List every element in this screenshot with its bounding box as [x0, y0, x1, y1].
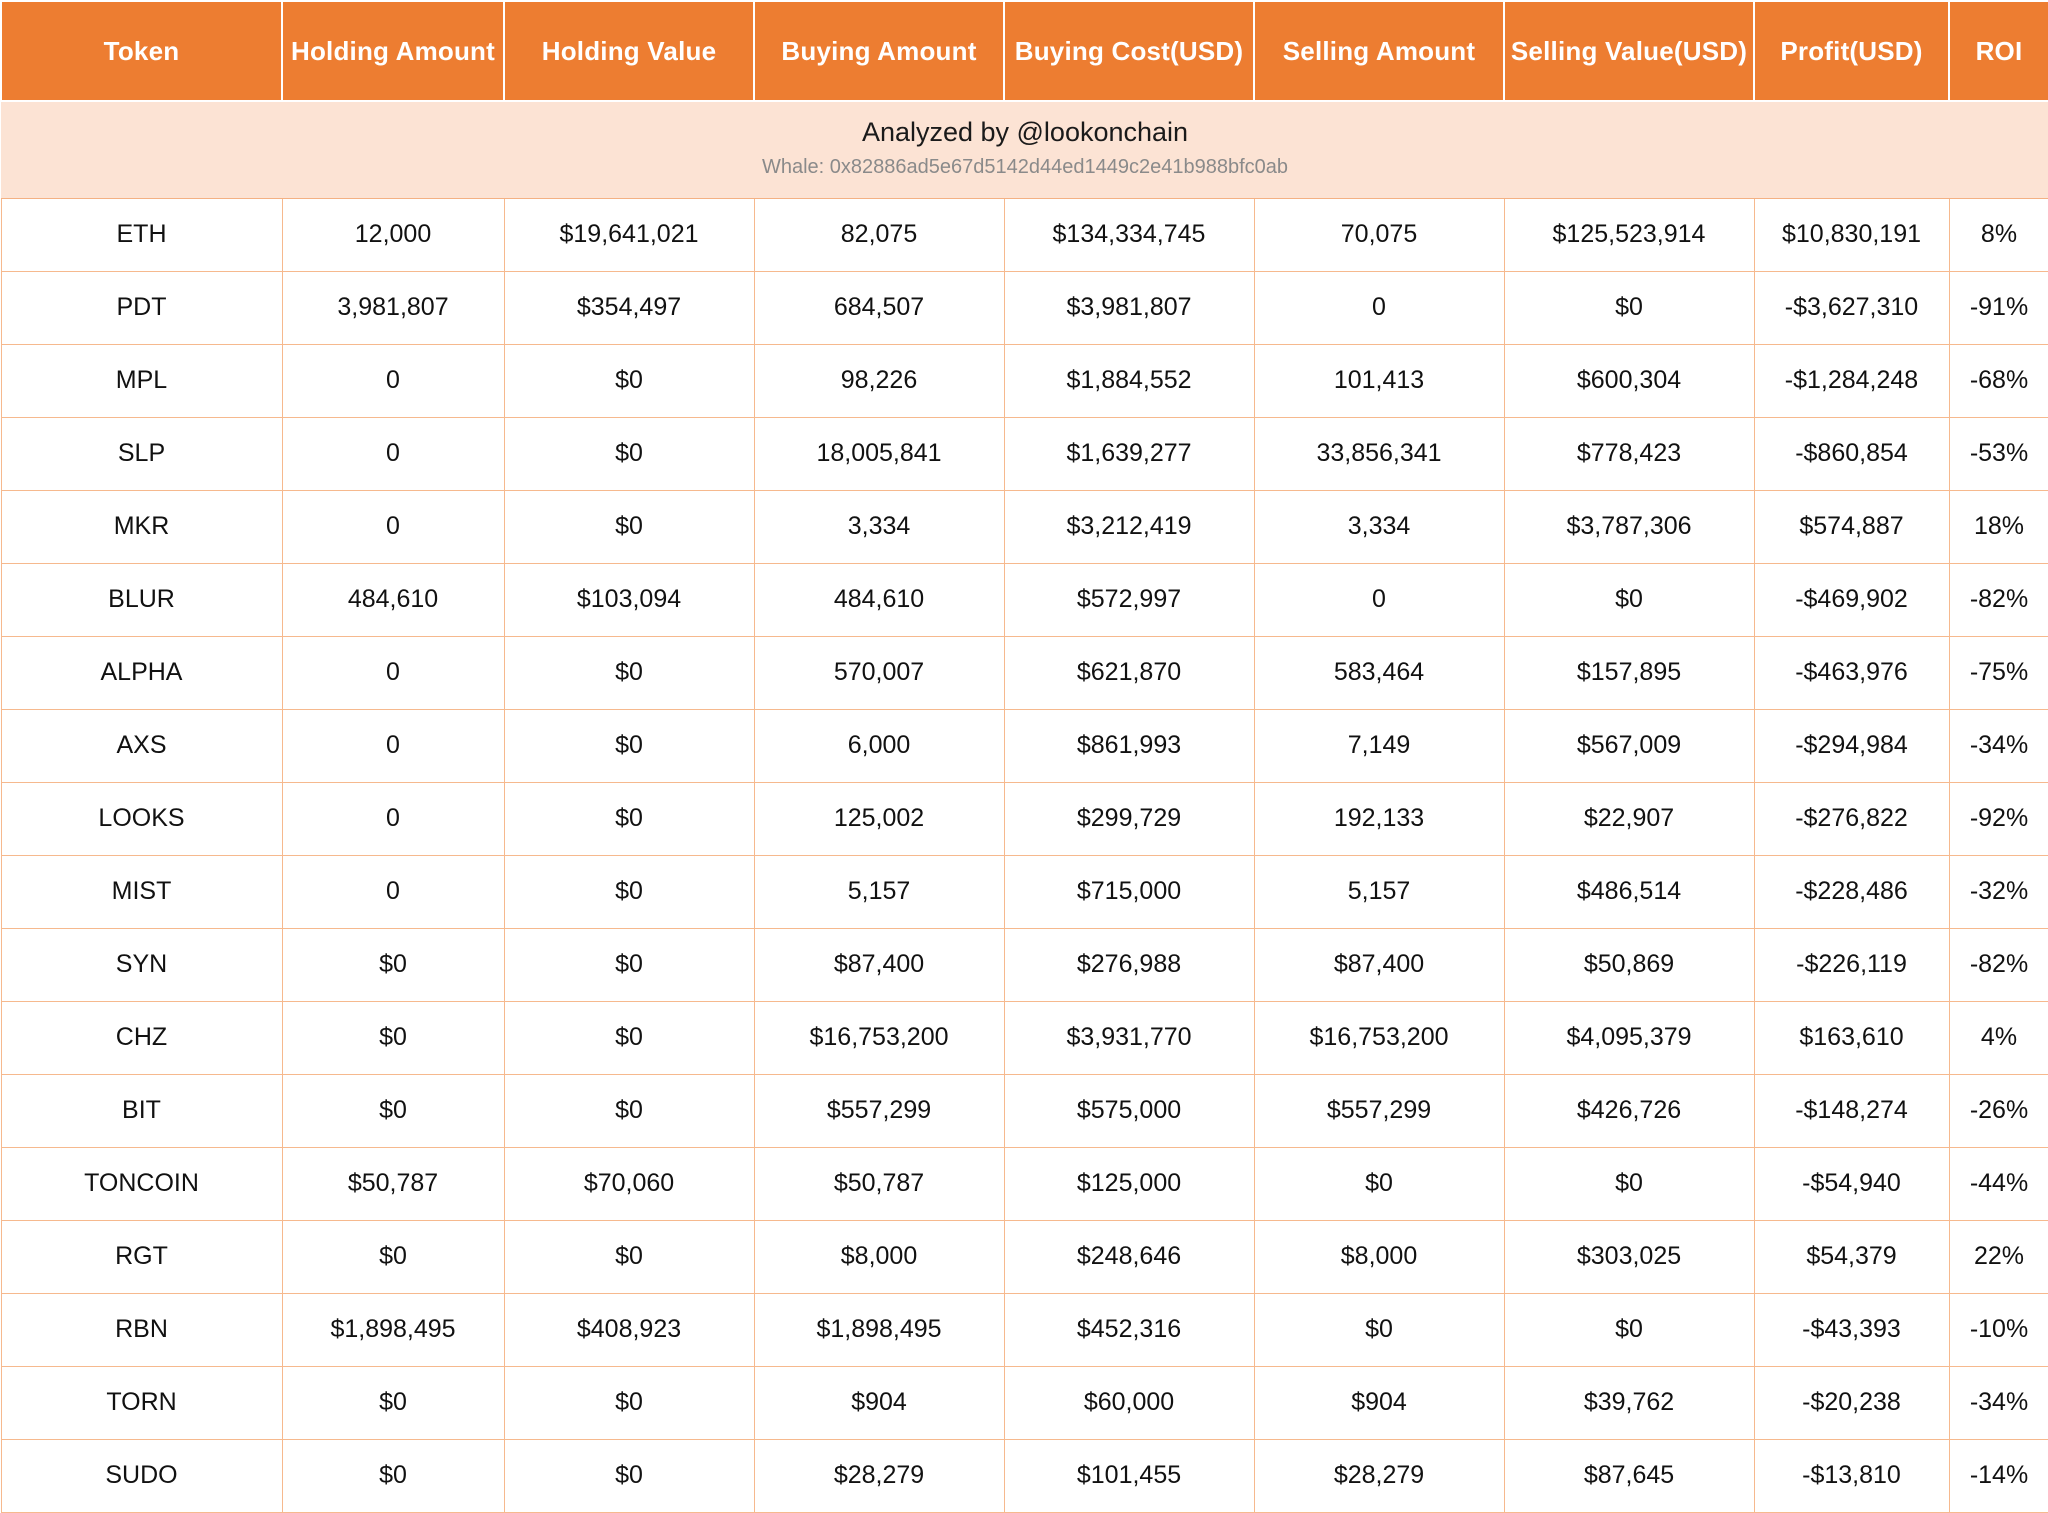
table-row	[1, 636, 2048, 709]
cell-buying-amount: 3,334	[754, 490, 1004, 563]
cell-buying-cost: $60,000	[1004, 1366, 1254, 1439]
cell-holding-value: $0	[504, 344, 754, 417]
table-header	[1, 1, 2048, 101]
cell-holding-value: $0	[504, 1001, 754, 1074]
column-header-selling-amount: Selling Amount	[1254, 1, 1504, 101]
cell-holding-value: $408,923	[504, 1293, 754, 1366]
cell-token: MPL	[1, 344, 282, 417]
table-row	[1, 344, 2048, 417]
table-row	[1, 1366, 2048, 1439]
cell-token: ETH	[1, 198, 282, 271]
cell-selling-value: $0	[1504, 563, 1754, 636]
cell-token: TONCOIN	[1, 1147, 282, 1220]
cell-selling-value: $0	[1504, 271, 1754, 344]
cell-selling-value: $22,907	[1504, 782, 1754, 855]
cell-holding-value: $0	[504, 1439, 754, 1512]
cell-holding-value: $0	[504, 490, 754, 563]
cell-selling-value: $486,514	[1504, 855, 1754, 928]
cell-selling-amount: 7,149	[1254, 709, 1504, 782]
header-row	[1, 1, 2048, 101]
cell-buying-amount: $557,299	[754, 1074, 1004, 1147]
cell-holding-amount: $0	[282, 1001, 504, 1074]
cell-profit: -$276,822	[1754, 782, 1949, 855]
cell-roi: 18%	[1949, 490, 2048, 563]
cell-token: SLP	[1, 417, 282, 490]
cell-selling-value: $3,787,306	[1504, 490, 1754, 563]
cell-holding-amount: 0	[282, 855, 504, 928]
cell-holding-value: $0	[504, 1074, 754, 1147]
cell-token: RBN	[1, 1293, 282, 1366]
cell-buying-cost: $575,000	[1004, 1074, 1254, 1147]
cell-buying-cost: $1,639,277	[1004, 417, 1254, 490]
cell-holding-amount: 0	[282, 417, 504, 490]
cell-roi: -10%	[1949, 1293, 2048, 1366]
cell-holding-value: $0	[504, 928, 754, 1001]
cell-holding-value: $0	[504, 855, 754, 928]
cell-token: MKR	[1, 490, 282, 563]
column-header-holding-value: Holding Value	[504, 1, 754, 101]
cell-roi: -34%	[1949, 1366, 2048, 1439]
column-header-roi: ROI	[1949, 1, 2048, 101]
cell-buying-amount: 570,007	[754, 636, 1004, 709]
cell-roi: -68%	[1949, 344, 2048, 417]
cell-buying-amount: 18,005,841	[754, 417, 1004, 490]
cell-buying-cost: $452,316	[1004, 1293, 1254, 1366]
table-row	[1, 1074, 2048, 1147]
cell-holding-amount: 0	[282, 636, 504, 709]
cell-profit: -$463,976	[1754, 636, 1949, 709]
cell-selling-value: $778,423	[1504, 417, 1754, 490]
cell-holding-amount: $0	[282, 1439, 504, 1512]
cell-buying-cost: $572,997	[1004, 563, 1254, 636]
cell-holding-value: $0	[504, 636, 754, 709]
cell-selling-amount: 5,157	[1254, 855, 1504, 928]
table-row	[1, 417, 2048, 490]
cell-profit: -$228,486	[1754, 855, 1949, 928]
table-row	[1, 1293, 2048, 1366]
cell-buying-amount: $904	[754, 1366, 1004, 1439]
table-row	[1, 709, 2048, 782]
table-row	[1, 1001, 2048, 1074]
column-header-buying-amount: Buying Amount	[754, 1, 1004, 101]
cell-holding-value: $0	[504, 417, 754, 490]
cell-profit: -$54,940	[1754, 1147, 1949, 1220]
cell-selling-value: $39,762	[1504, 1366, 1754, 1439]
cell-selling-value: $157,895	[1504, 636, 1754, 709]
cell-holding-amount: $0	[282, 1366, 504, 1439]
cell-holding-amount: $0	[282, 1220, 504, 1293]
cell-token: LOOKS	[1, 782, 282, 855]
cell-selling-value: $567,009	[1504, 709, 1754, 782]
cell-token: MIST	[1, 855, 282, 928]
cell-roi: -82%	[1949, 563, 2048, 636]
cell-buying-amount: 98,226	[754, 344, 1004, 417]
cell-holding-value: $0	[504, 1366, 754, 1439]
cell-buying-amount: 5,157	[754, 855, 1004, 928]
cell-token: SUDO	[1, 1439, 282, 1512]
cell-roi: -82%	[1949, 928, 2048, 1001]
cell-holding-amount: 0	[282, 344, 504, 417]
cell-selling-amount: 3,334	[1254, 490, 1504, 563]
cell-profit: -$13,810	[1754, 1439, 1949, 1512]
cell-holding-amount: $0	[282, 928, 504, 1001]
cell-holding-amount: $1,898,495	[282, 1293, 504, 1366]
cell-roi: -44%	[1949, 1147, 2048, 1220]
cell-holding-amount: 0	[282, 490, 504, 563]
cell-selling-amount: $16,753,200	[1254, 1001, 1504, 1074]
cell-holding-amount: 484,610	[282, 563, 504, 636]
cell-selling-amount: $87,400	[1254, 928, 1504, 1001]
cell-roi: -91%	[1949, 271, 2048, 344]
cell-holding-amount: 0	[282, 782, 504, 855]
cell-token: TORN	[1, 1366, 282, 1439]
cell-selling-value: $426,726	[1504, 1074, 1754, 1147]
cell-profit: -$1,284,248	[1754, 344, 1949, 417]
table-row	[1, 1147, 2048, 1220]
cell-roi: 22%	[1949, 1220, 2048, 1293]
attribution-banner	[1, 101, 2048, 198]
cell-token: BLUR	[1, 563, 282, 636]
cell-buying-amount: 684,507	[754, 271, 1004, 344]
attribution-row	[1, 101, 2048, 198]
table-row	[1, 563, 2048, 636]
cell-buying-cost: $134,334,745	[1004, 198, 1254, 271]
cell-holding-amount: 3,981,807	[282, 271, 504, 344]
cell-buying-amount: 484,610	[754, 563, 1004, 636]
cell-roi: -75%	[1949, 636, 2048, 709]
cell-buying-cost: $3,981,807	[1004, 271, 1254, 344]
cell-profit: -$148,274	[1754, 1074, 1949, 1147]
cell-profit: $54,379	[1754, 1220, 1949, 1293]
cell-selling-amount: $557,299	[1254, 1074, 1504, 1147]
cell-selling-value: $303,025	[1504, 1220, 1754, 1293]
cell-roi: -14%	[1949, 1439, 2048, 1512]
table-row	[1, 928, 2048, 1001]
cell-buying-amount: $8,000	[754, 1220, 1004, 1293]
cell-buying-amount: $1,898,495	[754, 1293, 1004, 1366]
cell-token: BIT	[1, 1074, 282, 1147]
cell-holding-amount: 0	[282, 709, 504, 782]
cell-token: AXS	[1, 709, 282, 782]
cell-selling-amount: 192,133	[1254, 782, 1504, 855]
whale-address-label: Whale: 0x82886ad5e67d5142d44ed1449c2e41b988bfc0ab	[761, 155, 1289, 178]
cell-roi: 4%	[1949, 1001, 2048, 1074]
table-row	[1, 782, 2048, 855]
column-header-selling-value: Selling Value(USD)	[1504, 1, 1754, 101]
cell-selling-value: $125,523,914	[1504, 198, 1754, 271]
cell-selling-amount: 101,413	[1254, 344, 1504, 417]
cell-profit: -$294,984	[1754, 709, 1949, 782]
cell-buying-cost: $3,931,770	[1004, 1001, 1254, 1074]
cell-holding-value: $0	[504, 709, 754, 782]
column-header-buying-cost: Buying Cost(USD)	[1004, 1, 1254, 101]
cell-profit: -$43,393	[1754, 1293, 1949, 1366]
cell-selling-amount: 0	[1254, 271, 1504, 344]
cell-buying-cost: $1,884,552	[1004, 344, 1254, 417]
cell-holding-value: $70,060	[504, 1147, 754, 1220]
table-row	[1, 855, 2048, 928]
cell-holding-value: $0	[504, 1220, 754, 1293]
cell-profit: $10,830,191	[1754, 198, 1949, 271]
cell-buying-cost: $861,993	[1004, 709, 1254, 782]
attribution-cell	[1, 101, 2048, 198]
cell-buying-cost: $248,646	[1004, 1220, 1254, 1293]
cell-selling-amount: $0	[1254, 1147, 1504, 1220]
table-row	[1, 1439, 2048, 1512]
cell-buying-cost: $101,455	[1004, 1439, 1254, 1512]
cell-selling-amount: 70,075	[1254, 198, 1504, 271]
cell-token: ALPHA	[1, 636, 282, 709]
table-row	[1, 490, 2048, 563]
cell-buying-cost: $125,000	[1004, 1147, 1254, 1220]
cell-selling-amount: 583,464	[1254, 636, 1504, 709]
cell-selling-value: $0	[1504, 1147, 1754, 1220]
table-row	[1, 271, 2048, 344]
cell-holding-value: $19,641,021	[504, 198, 754, 271]
cell-selling-amount: $0	[1254, 1293, 1504, 1366]
cell-buying-amount: 125,002	[754, 782, 1004, 855]
table-row	[1, 198, 2048, 271]
column-header-profit: Profit(USD)	[1754, 1, 1949, 101]
cell-selling-amount: $8,000	[1254, 1220, 1504, 1293]
cell-buying-cost: $621,870	[1004, 636, 1254, 709]
cell-selling-amount: 33,856,341	[1254, 417, 1504, 490]
cell-buying-cost: $715,000	[1004, 855, 1254, 928]
cell-roi: -26%	[1949, 1074, 2048, 1147]
cell-selling-value: $87,645	[1504, 1439, 1754, 1512]
cell-profit: -$469,902	[1754, 563, 1949, 636]
cell-roi: -53%	[1949, 417, 2048, 490]
cell-roi: -92%	[1949, 782, 2048, 855]
cell-selling-value: $50,869	[1504, 928, 1754, 1001]
cell-holding-amount: 12,000	[282, 198, 504, 271]
cell-profit: -$20,238	[1754, 1366, 1949, 1439]
cell-buying-amount: $87,400	[754, 928, 1004, 1001]
cell-buying-amount: $50,787	[754, 1147, 1004, 1220]
cell-profit: -$860,854	[1754, 417, 1949, 490]
cell-holding-amount: $0	[282, 1074, 504, 1147]
cell-selling-amount: $28,279	[1254, 1439, 1504, 1512]
cell-selling-amount: 0	[1254, 563, 1504, 636]
cell-roi: -34%	[1949, 709, 2048, 782]
cell-token: RGT	[1, 1220, 282, 1293]
cell-buying-cost: $3,212,419	[1004, 490, 1254, 563]
cell-profit: $574,887	[1754, 490, 1949, 563]
cell-token: PDT	[1, 271, 282, 344]
analyzed-by-label: Analyzed by @lookonchain	[861, 117, 1189, 147]
table-row	[1, 1220, 2048, 1293]
cell-token: CHZ	[1, 1001, 282, 1074]
cell-buying-amount: 82,075	[754, 198, 1004, 271]
cell-buying-amount: 6,000	[754, 709, 1004, 782]
cell-buying-amount: $16,753,200	[754, 1001, 1004, 1074]
cell-selling-value: $600,304	[1504, 344, 1754, 417]
cell-profit: -$3,627,310	[1754, 271, 1949, 344]
cell-buying-cost: $299,729	[1004, 782, 1254, 855]
cell-selling-value: $4,095,379	[1504, 1001, 1754, 1074]
cell-holding-value: $103,094	[504, 563, 754, 636]
cell-roi: 8%	[1949, 198, 2048, 271]
cell-token: SYN	[1, 928, 282, 1001]
column-header-holding-amount: Holding Amount	[282, 1, 504, 101]
column-header-token: Token	[1, 1, 282, 101]
cell-holding-value: $0	[504, 782, 754, 855]
cell-roi: -32%	[1949, 855, 2048, 928]
cell-buying-amount: $28,279	[754, 1439, 1004, 1512]
cell-profit: -$226,119	[1754, 928, 1949, 1001]
cell-profit: $163,610	[1754, 1001, 1949, 1074]
cell-holding-amount: $50,787	[282, 1147, 504, 1220]
cell-selling-value: $0	[1504, 1293, 1754, 1366]
table-body	[1, 198, 2048, 1512]
cell-selling-amount: $904	[1254, 1366, 1504, 1439]
cell-holding-value: $354,497	[504, 271, 754, 344]
cell-buying-cost: $276,988	[1004, 928, 1254, 1001]
